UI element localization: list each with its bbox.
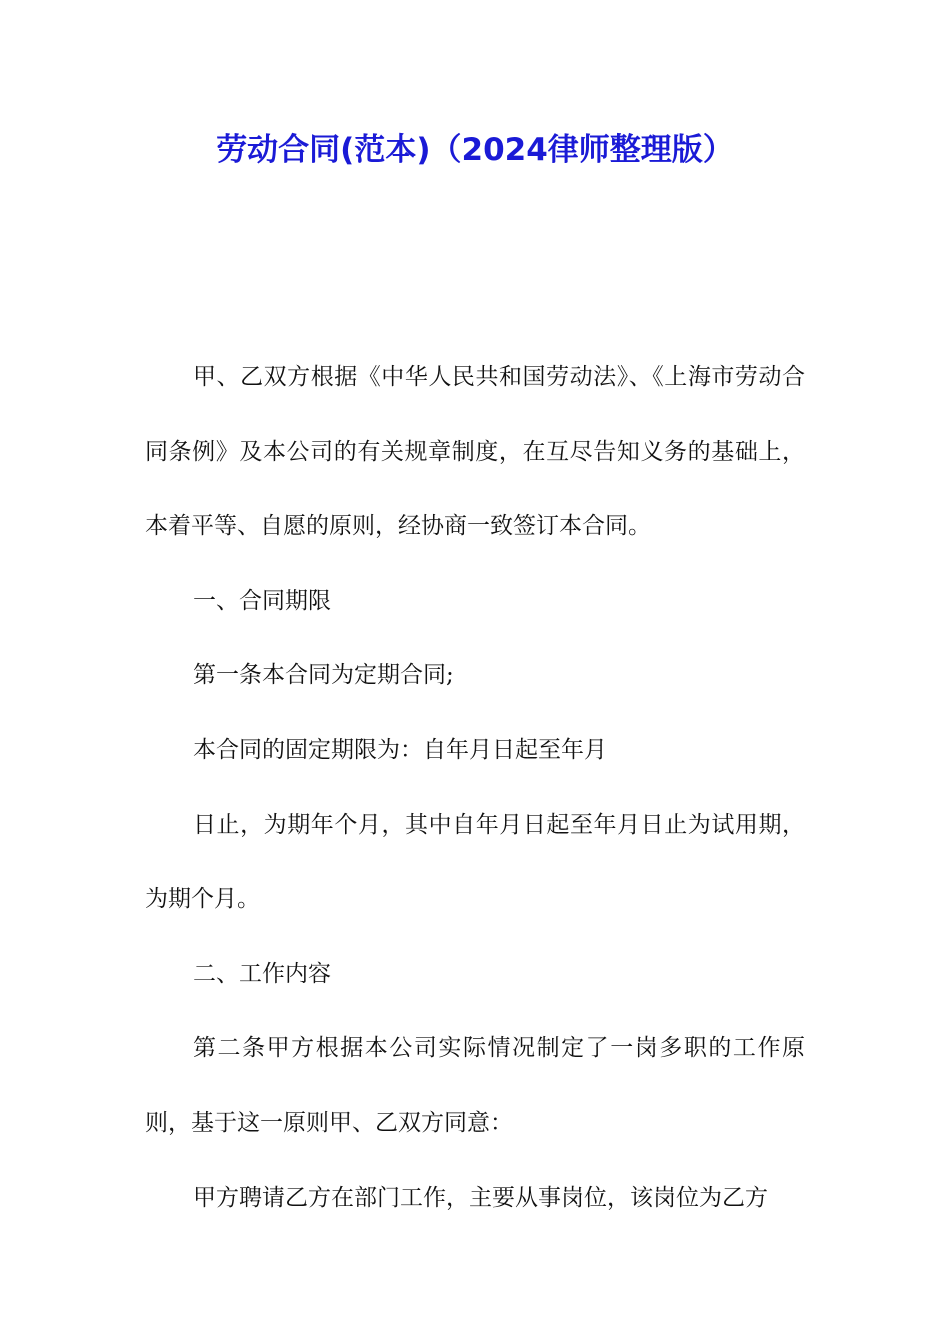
- document-title: 劳动合同(范本)（2024律师整理版）: [216, 132, 734, 168]
- paragraph-preamble: 甲、乙双方根据《中华人民共和国劳动法》、《上海市劳动合同条例》及本公司的有关规章制度，在互尽告知义务的基础上，本着平等、自愿的原则，经协商一致签订本合同。: [145, 364, 805, 540]
- paragraph-article-2: 第二条甲方根据本公司实际情况制定了一岗多职的工作原则，基于这一原则甲、乙双方同意：: [145, 1035, 805, 1136]
- section-heading-work-content: 二、工作内容: [193, 960, 331, 987]
- paragraph-fixed-term: 本合同的固定期限为：自年月日起至年月: [193, 736, 607, 763]
- document-body: [145, 340, 805, 1235]
- section-heading-contract-term: 一、合同期限: [193, 587, 331, 614]
- paragraph-probation: 日止，为期年个月，其中自年月日起至年月日止为试用期，为期个月。: [145, 811, 805, 913]
- paragraph-article-1: 第一条本合同为定期合同;: [193, 662, 454, 689]
- paragraph-position: 甲方聘请乙方在部门工作，主要从事岗位，该岗位为乙方: [193, 1184, 768, 1211]
